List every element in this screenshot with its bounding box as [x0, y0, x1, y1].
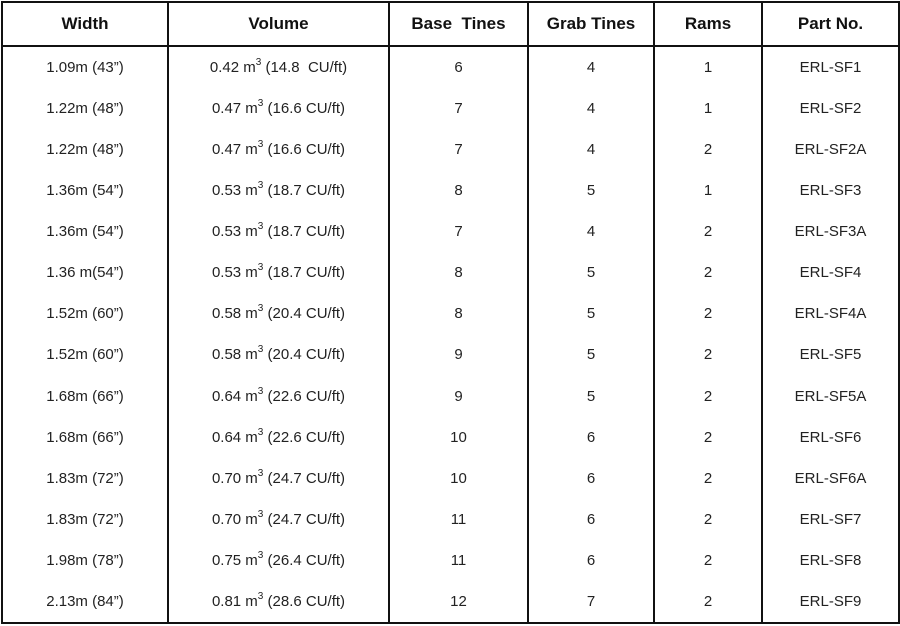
volume-cuft: (18.7 CU/ft): [263, 182, 346, 200]
volume-value: 0.81 m: [211, 592, 258, 610]
cell-grab-tines: 6: [528, 499, 654, 540]
cell-rams: 2: [654, 499, 762, 540]
volume-exponent: 3: [257, 426, 264, 438]
table-row: [2, 211, 899, 252]
cell-rams: 2: [654, 581, 762, 623]
volume-value: 0.53 m: [211, 264, 258, 282]
cell-volume: [168, 88, 389, 129]
volume-cuft: (28.6 CU/ft): [263, 592, 346, 610]
cell-base-tines: 8: [389, 170, 528, 211]
table-row: [2, 417, 899, 458]
cell-part-no: ERL-SF2: [799, 100, 862, 118]
cell-width: 1.36m (54”): [2, 211, 168, 252]
volume-cuft: (22.6 CU/ft): [263, 387, 346, 405]
cell-part-no: ERL-SF8: [799, 551, 862, 569]
cell-width: 1.22m (48”): [2, 88, 168, 129]
cell-part-no: ERL-SF4: [799, 264, 862, 282]
volume-exponent: 3: [257, 508, 264, 520]
cell-part-no: ERL-SF5: [799, 346, 862, 364]
volume-value: 0.47 m: [211, 100, 258, 118]
cell-base-tines: 9: [389, 376, 528, 417]
volume-exponent: 3: [257, 180, 264, 192]
table-row: [2, 293, 899, 334]
volume-exponent: 3: [257, 344, 264, 356]
volume-cuft: (20.4 CU/ft): [263, 346, 346, 364]
cell-grab-tines: 4: [528, 46, 654, 88]
cell-grab-tines: 6: [528, 458, 654, 499]
cell-grab-tines: 5: [528, 170, 654, 211]
cell-base-tines: 8: [389, 293, 528, 334]
table-row: [2, 46, 899, 88]
cell-rams: 2: [654, 376, 762, 417]
volume-value: 0.53 m: [211, 223, 258, 241]
volume-exponent: 3: [257, 221, 264, 233]
volume-exponent: 3: [257, 98, 264, 110]
volume-exponent: 3: [257, 549, 264, 561]
cell-volume: [168, 129, 389, 170]
header-grab-tines: Grab Tines: [528, 2, 654, 46]
cell-rams: 2: [654, 211, 762, 252]
volume-value: 0.70 m: [211, 469, 258, 487]
volume-value: 0.70 m: [211, 510, 258, 528]
cell-grab-tines: 4: [528, 211, 654, 252]
volume-cuft: (18.7 CU/ft): [263, 223, 346, 241]
header-width: Width: [2, 2, 168, 46]
cell-base-tines: 10: [389, 458, 528, 499]
volume-value: 0.64 m: [211, 428, 258, 446]
cell-width: 1.68m (66”): [2, 376, 168, 417]
table-body: [2, 46, 899, 623]
volume-cuft: (24.7 CU/ft): [263, 469, 346, 487]
cell-rams: 2: [654, 458, 762, 499]
table-row: [2, 334, 899, 375]
cell-width: 1.98m (78”): [2, 540, 168, 581]
cell-rams: 1: [654, 46, 762, 88]
cell-volume: [168, 376, 389, 417]
table-row: [2, 88, 899, 129]
cell-volume: [168, 417, 389, 458]
spec-table: [1, 1, 900, 624]
cell-base-tines: 8: [389, 252, 528, 293]
cell-width: 1.22m (48”): [2, 129, 168, 170]
volume-value: 0.75 m: [211, 551, 258, 569]
cell-rams: 2: [654, 417, 762, 458]
volume-exponent: 3: [257, 385, 264, 397]
cell-part-no: ERL-SF3: [799, 182, 862, 200]
cell-volume: [168, 540, 389, 581]
cell-base-tines: 11: [389, 540, 528, 581]
cell-part-no: ERL-SF4A: [794, 305, 867, 323]
cell-part-no: ERL-SF2A: [794, 141, 867, 159]
cell-volume: [168, 46, 389, 88]
cell-width: 1.36m (54”): [2, 170, 168, 211]
cell-part-no: ERL-SF3A: [794, 223, 867, 241]
volume-cuft: (18.7 CU/ft): [263, 264, 346, 282]
header-rams: Rams: [654, 2, 762, 46]
cell-grab-tines: 4: [528, 129, 654, 170]
volume-cuft: (20.4 CU/ft): [263, 305, 346, 323]
table-row: [2, 376, 899, 417]
cell-grab-tines: 5: [528, 293, 654, 334]
cell-part-no: ERL-SF6A: [794, 469, 867, 487]
cell-part-no: ERL-SF6: [799, 428, 862, 446]
volume-exponent: 3: [257, 467, 264, 479]
table-row: [2, 129, 899, 170]
volume-value: 0.53 m: [211, 182, 258, 200]
volume-cuft: (24.7 CU/ft): [263, 510, 346, 528]
cell-rams: 1: [654, 88, 762, 129]
cell-width: 1.52m (60”): [2, 334, 168, 375]
table-row: [2, 458, 899, 499]
cell-base-tines: 7: [389, 211, 528, 252]
volume-value: 0.58 m: [211, 305, 258, 323]
cell-base-tines: 6: [389, 46, 528, 88]
cell-part-no: ERL-SF5A: [794, 387, 867, 405]
spec-table-container: [1, 1, 898, 624]
table-row: [2, 499, 899, 540]
cell-base-tines: 7: [389, 129, 528, 170]
cell-base-tines: 7: [389, 88, 528, 129]
volume-cuft: (16.6 CU/ft): [263, 100, 346, 118]
cell-rams: 1: [654, 170, 762, 211]
cell-volume: [168, 293, 389, 334]
cell-width: 2.13m (84”): [2, 581, 168, 623]
cell-base-tines: 12: [389, 581, 528, 623]
volume-value: 0.58 m: [211, 346, 258, 364]
cell-part-no: ERL-SF9: [799, 592, 862, 610]
cell-base-tines: 11: [389, 499, 528, 540]
cell-volume: [168, 499, 389, 540]
table-row: [2, 170, 899, 211]
volume-value: 0.64 m: [211, 387, 258, 405]
volume-exponent: 3: [255, 57, 262, 69]
cell-width: 1.09m (43”): [2, 46, 168, 88]
cell-grab-tines: 4: [528, 88, 654, 129]
cell-width: 1.68m (66”): [2, 417, 168, 458]
cell-volume: [168, 252, 389, 293]
cell-volume: [168, 458, 389, 499]
table-row: [2, 540, 899, 581]
volume-value: 0.42 m: [209, 59, 256, 77]
cell-width: 1.36 m(54”): [2, 252, 168, 293]
cell-width: 1.83m (72”): [2, 499, 168, 540]
header-row: [2, 2, 899, 46]
cell-grab-tines: 6: [528, 417, 654, 458]
volume-cuft: (22.6 CU/ft): [263, 428, 346, 446]
cell-part-no: ERL-SF1: [799, 59, 862, 77]
cell-rams: 2: [654, 129, 762, 170]
volume-cuft: (14.8 CU/ft): [261, 59, 348, 77]
cell-grab-tines: 6: [528, 540, 654, 581]
cell-grab-tines: 5: [528, 376, 654, 417]
cell-volume: [168, 170, 389, 211]
cell-grab-tines: 7: [528, 581, 654, 623]
cell-rams: 2: [654, 334, 762, 375]
volume-value: 0.47 m: [211, 141, 258, 159]
volume-cuft: (16.6 CU/ft): [263, 141, 346, 159]
volume-exponent: 3: [257, 262, 264, 274]
cell-rams: 2: [654, 540, 762, 581]
header-base-tines: Base Tines: [389, 2, 528, 46]
cell-volume: [168, 334, 389, 375]
cell-base-tines: 9: [389, 334, 528, 375]
cell-rams: 2: [654, 252, 762, 293]
volume-cuft: (26.4 CU/ft): [263, 551, 346, 569]
cell-grab-tines: 5: [528, 334, 654, 375]
header-volume: Volume: [168, 2, 389, 46]
cell-part-no: ERL-SF7: [799, 510, 862, 528]
volume-exponent: 3: [257, 139, 264, 151]
volume-exponent: 3: [257, 590, 264, 602]
cell-width: 1.52m (60”): [2, 293, 168, 334]
cell-volume: [168, 581, 389, 623]
table-row: [2, 581, 899, 623]
cell-base-tines: 10: [389, 417, 528, 458]
cell-volume: [168, 211, 389, 252]
volume-exponent: 3: [257, 303, 264, 315]
cell-rams: 2: [654, 293, 762, 334]
table-row: [2, 252, 899, 293]
header-part-no: Part No.: [762, 2, 899, 46]
cell-grab-tines: 5: [528, 252, 654, 293]
cell-width: 1.83m (72”): [2, 458, 168, 499]
